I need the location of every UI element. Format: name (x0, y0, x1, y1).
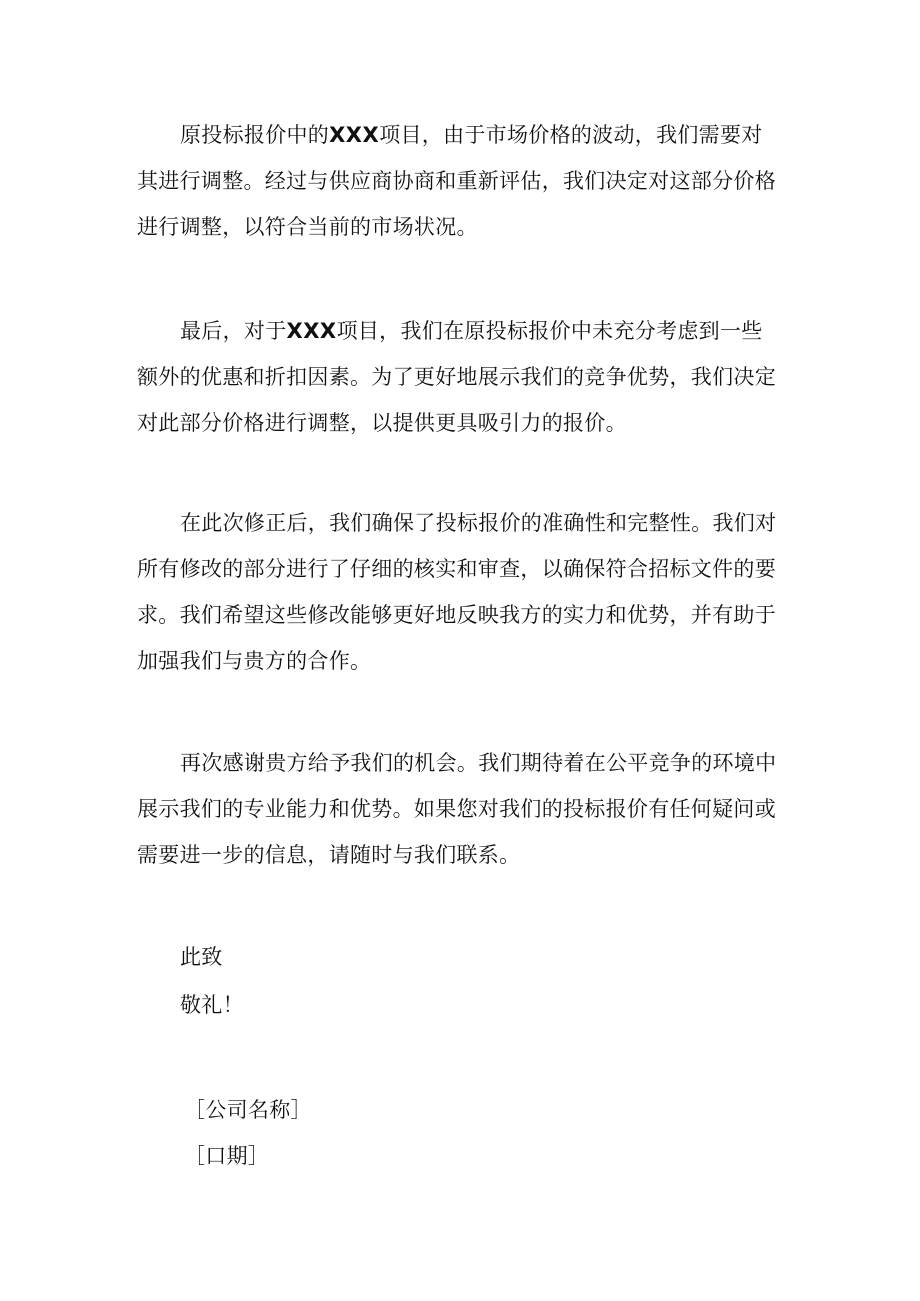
signature-date: ［口期］ (184, 1144, 270, 1168)
closing-salutation: 此致 (180, 945, 223, 969)
paragraph-text-pre: 原投标报价中的 (180, 123, 330, 147)
paragraph-discount-adjustment (137, 308, 777, 446)
project-placeholder: XXX (329, 123, 380, 147)
paragraph-thanks: 再次感谢贵方给予我们的机会。我们期待着在公平竞争的环境中展示我们的专业能力和优势。如果您对我们的投标报价有任何疑问或需要进一步的信息，请随时与我们联系。 (137, 751, 777, 867)
closing-regards: 敬礼！ (180, 993, 244, 1017)
paragraph-price-adjustment (137, 112, 777, 250)
signature-company-name: ［公司名称］ (184, 1098, 312, 1122)
project-placeholder: XXX (286, 319, 337, 343)
paragraph-text-post: 项目，由于市场价格的波动，我们需要对其进行调整。经过与供应商协商和重新评估，我们决定对这部分价格进行调整，以符合当前的市场状况。 (137, 123, 776, 239)
paragraph-text-pre: 最后，对于 (180, 319, 287, 343)
paragraph-text-post: 项目，我们在原投标报价中未充分考虑到一些额外的优惠和折扣因素。为了更好地展示我们的竞争优势，我们决定对此部分价格进行调整，以提供更具吸引力的报价。 (137, 319, 776, 435)
paragraph-accuracy: 在此次修正后，我们确保了投标报价的准确性和完整性。我们对所有修改的部分进行了仔细的核实和审查，以确保符合招标文件的要求。我们希望这些修改能够更好地反映我方的实力和优势，并有助于加强我们与贵方的合作。 (137, 511, 777, 673)
